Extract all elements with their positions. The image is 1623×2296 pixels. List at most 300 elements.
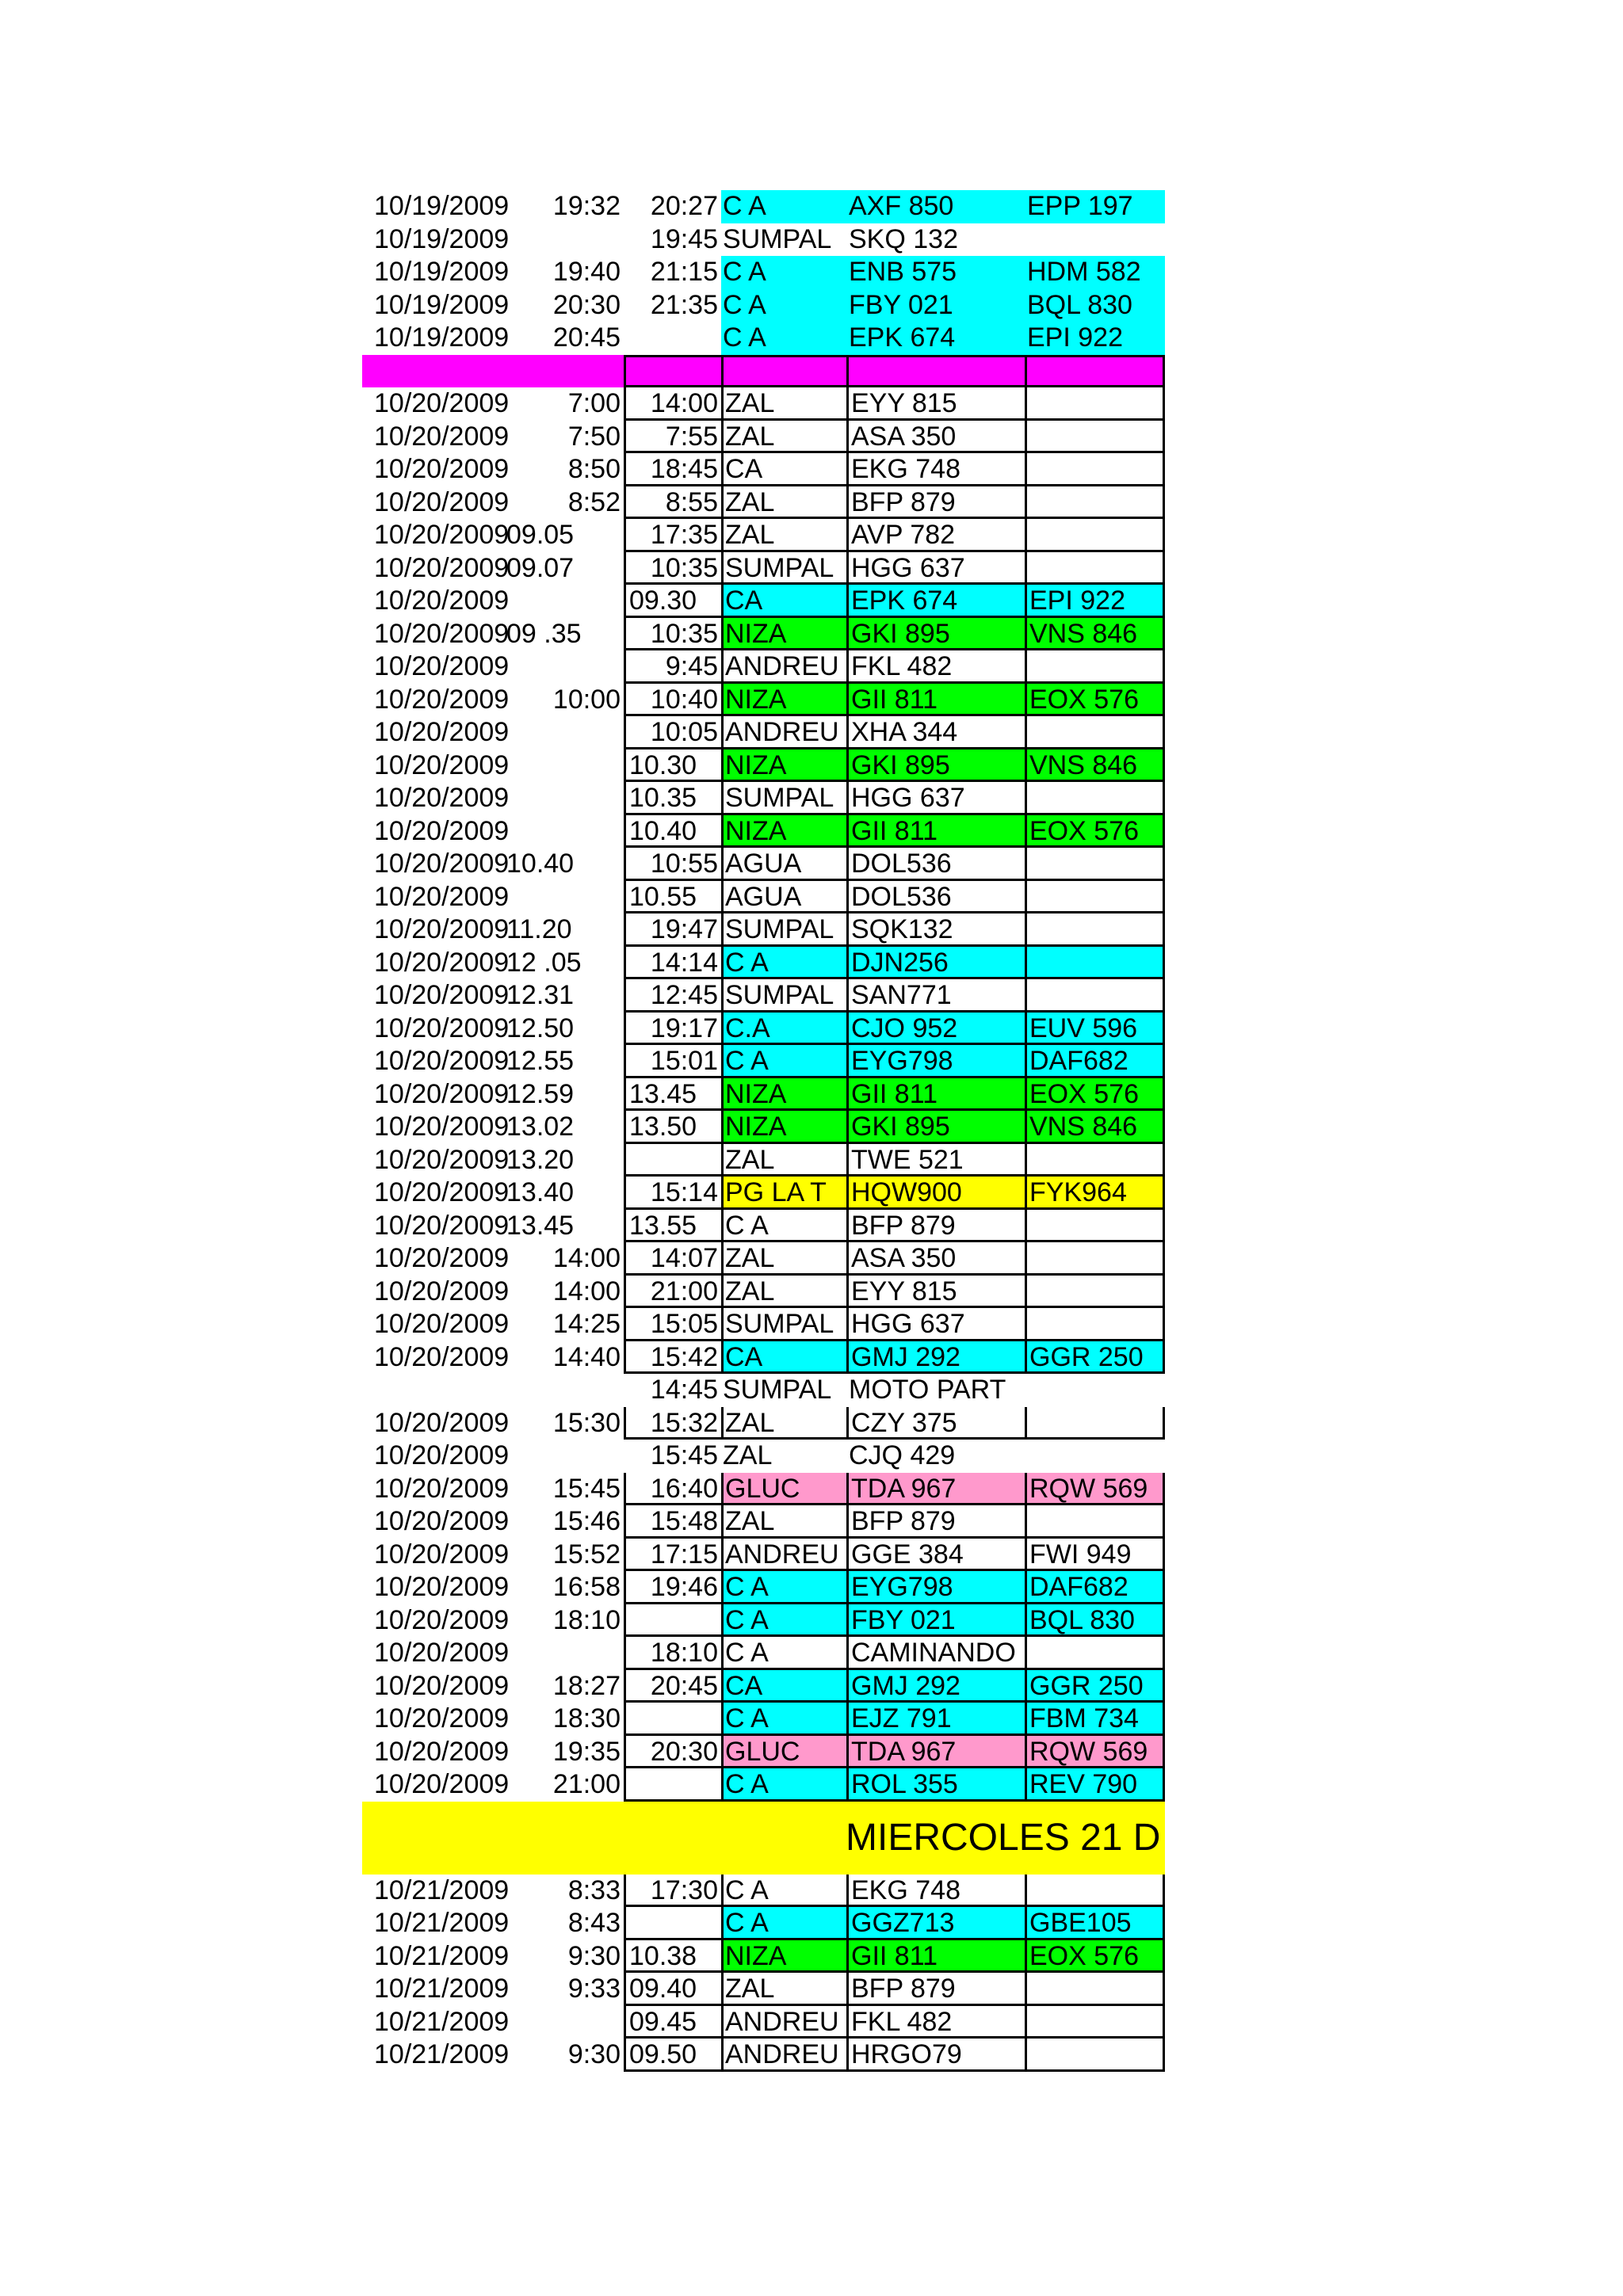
plate-cell: ROL 355: [846, 1768, 1025, 1802]
destination-cell: CA: [721, 453, 846, 486]
exit-time-cell: 16:40: [624, 1473, 721, 1506]
entry-time-cell: 09.07: [506, 552, 575, 583]
log-row: [362, 190, 1165, 223]
entry-time-cell: [505, 1440, 624, 1473]
plate-cell: EYG798: [846, 1571, 1025, 1604]
plate-cell: GII 811: [846, 684, 1025, 717]
exit-time-cell: 19:47: [624, 913, 721, 947]
log-row: [362, 519, 1165, 552]
trailer-plate-cell: EOX 576: [1025, 684, 1165, 717]
plate-cell: EYY 815: [846, 387, 1025, 421]
date-cell: 10/20/2009: [374, 1407, 510, 1438]
entry-time-cell: [505, 749, 624, 783]
exit-time-cell: 10:35: [624, 552, 721, 585]
destination-cell: SUMPAL: [723, 223, 832, 254]
plate-cell: HRGO79: [846, 2039, 1025, 2072]
exit-time-cell: 14:07: [624, 1242, 721, 1276]
log-row: [362, 1374, 1165, 1407]
log-row: [362, 1736, 1165, 1769]
plate-cell: ENB 575: [846, 256, 1025, 289]
log-row: [362, 1013, 1165, 1046]
separator-cell: [624, 355, 721, 388]
exit-time-cell: 13.50: [624, 1111, 721, 1144]
plate-cell: EJZ 791: [846, 1703, 1025, 1736]
entry-time-cell: 19:32: [552, 191, 621, 221]
plate-cell: BFP 879: [846, 1973, 1025, 2006]
date-cell: 10/20/2009: [374, 1210, 510, 1241]
destination-cell: CA: [721, 585, 846, 618]
plate-cell: CZY 375: [846, 1407, 1025, 1440]
plate-cell: FKL 482: [846, 650, 1025, 684]
plate-cell: CAMINANDO: [846, 1637, 1025, 1670]
day-separator-row: [362, 355, 1165, 388]
date-cell: 10/21/2009: [374, 1940, 510, 1971]
trailer-plate-cell: [1025, 421, 1165, 454]
date-cell: 10/20/2009: [374, 1440, 510, 1470]
trailer-plate-cell: DAF682: [1025, 1045, 1165, 1078]
exit-time-cell: 14:14: [624, 947, 721, 980]
destination-cell: ZAL: [721, 421, 846, 454]
log-row: [362, 1539, 1165, 1572]
plate-cell: XHA 344: [846, 716, 1025, 749]
trailer-plate-cell: [1025, 947, 1165, 980]
trailer-plate-cell: [1025, 1440, 1165, 1473]
entry-time-cell: [505, 782, 624, 815]
trailer-plate-cell: BQL 830: [1025, 1604, 1165, 1638]
plate-cell: HGG 637: [846, 1308, 1025, 1341]
plate-cell: AVP 782: [846, 519, 1025, 552]
destination-cell: CA: [721, 1341, 846, 1375]
date-cell: 10/20/2009: [374, 684, 510, 715]
date-cell: 10/20/2009: [374, 947, 510, 978]
destination-cell: C A: [721, 1703, 846, 1736]
exit-time-cell: 15:01: [624, 1045, 721, 1078]
date-cell: 10/20/2009: [374, 1243, 510, 1273]
plate-cell: EPK 674: [846, 585, 1025, 618]
entry-time-cell: 13.20: [506, 1144, 575, 1175]
destination-cell: NIZA: [721, 1078, 846, 1112]
entry-time-cell: 15:52: [552, 1539, 621, 1569]
trailer-plate-cell: EPI 922: [1025, 322, 1165, 355]
exit-time-cell: 19:45: [650, 223, 718, 254]
log-row: [362, 387, 1165, 421]
destination-cell: ZAL: [721, 1973, 846, 2006]
log-row: [362, 618, 1165, 651]
plate-cell: ASA 350: [846, 1242, 1025, 1276]
log-row: [362, 1407, 1165, 1440]
log-row: [362, 1078, 1165, 1112]
log-row: [362, 322, 1165, 355]
log-row: [362, 1703, 1165, 1736]
destination-cell: ZAL: [721, 387, 846, 421]
log-row: [362, 1111, 1165, 1144]
destination-cell: C A: [721, 947, 846, 980]
destination-cell: ZAL: [723, 1440, 773, 1470]
destination-cell: C A: [721, 190, 846, 223]
trailer-plate-cell: [1025, 2006, 1165, 2039]
plate-cell: EKG 748: [846, 453, 1025, 486]
destination-cell: ZAL: [721, 486, 846, 520]
destination-cell: C.A: [721, 1013, 846, 1046]
entry-time-cell: 12.59: [506, 1078, 575, 1109]
entry-time-cell: 16:58: [552, 1572, 621, 1602]
exit-time-cell: [624, 322, 721, 355]
exit-time-cell: 17:30: [624, 1875, 721, 1908]
exit-time-cell: 18:10: [624, 1637, 721, 1670]
log-row: [362, 782, 1165, 815]
log-row: [362, 1341, 1165, 1375]
trailer-plate-cell: VNS 846: [1025, 618, 1165, 651]
log-row: [362, 1210, 1165, 1243]
entry-time-cell: 13.02: [506, 1112, 575, 1142]
exit-time-cell: 10:35: [624, 618, 721, 651]
log-row: [362, 1242, 1165, 1276]
log-row: [362, 486, 1165, 520]
entry-time-cell: 19:40: [552, 257, 621, 287]
log-row: [362, 1940, 1165, 1974]
date-cell: 10/19/2009: [374, 289, 510, 320]
exit-time-cell: 14:45: [650, 1375, 718, 1405]
entry-time-cell: 7:50: [567, 421, 621, 452]
trailer-plate-cell: REV 790: [1025, 1768, 1165, 1802]
destination-cell: ZAL: [721, 1144, 846, 1177]
date-cell: 10/20/2009: [374, 1013, 510, 1043]
date-cell: 10/20/2009: [374, 1604, 510, 1635]
trailer-plate-cell: [1025, 1242, 1165, 1276]
destination-cell: NIZA: [721, 1111, 846, 1144]
entry-time-cell: 18:30: [552, 1703, 621, 1733]
date-cell: 10/20/2009: [374, 749, 510, 780]
exit-time-cell: 8:55: [624, 486, 721, 520]
exit-time-cell: 21:15: [650, 257, 718, 287]
entry-time-cell: 21:00: [552, 1769, 621, 1799]
exit-time-cell: 21:00: [624, 1276, 721, 1309]
entry-time-cell: [505, 2006, 624, 2039]
exit-time-cell: [624, 1703, 721, 1736]
log-row: [362, 2039, 1165, 2072]
trailer-plate-cell: [1025, 519, 1165, 552]
separator-cell: [846, 355, 1025, 388]
date-cell: 10/20/2009: [374, 585, 510, 616]
plate-cell: GMJ 292: [846, 1670, 1025, 1703]
plate-cell: AXF 850: [846, 190, 1025, 223]
trailer-plate-cell: GGR 250: [1025, 1670, 1165, 1703]
exit-time-cell: 19:17: [624, 1013, 721, 1046]
plate-cell: CJQ 429: [849, 1440, 956, 1470]
date-cell: 10/21/2009: [374, 2006, 510, 2037]
destination-cell: GLUC: [721, 1473, 846, 1506]
exit-time-cell: 13.55: [624, 1210, 721, 1243]
day-banner-row: [362, 1802, 1165, 1875]
trailer-plate-cell: FBM 734: [1025, 1703, 1165, 1736]
exit-time-cell: 10.30: [624, 749, 721, 783]
destination-cell: SUMPAL: [721, 782, 846, 815]
log-row: [362, 716, 1165, 749]
entry-time-cell: 9:30: [567, 2039, 621, 2069]
log-row: [362, 585, 1165, 618]
log-row: [362, 1473, 1165, 1506]
exit-time-cell: 20:30: [624, 1736, 721, 1769]
entry-time-cell: [505, 1637, 624, 1670]
trailer-plate-cell: GBE105: [1025, 1907, 1165, 1940]
trailer-plate-cell: [1025, 223, 1165, 257]
trailer-plate-cell: [1025, 2039, 1165, 2072]
log-row: [362, 947, 1165, 980]
exit-time-cell: 10.40: [624, 815, 721, 849]
date-cell: 10/20/2009: [374, 914, 510, 944]
exit-time-cell: 15:32: [624, 1407, 721, 1440]
vehicle-log-sheet: [362, 190, 1165, 2072]
exit-time-cell: 13.45: [624, 1078, 721, 1112]
trailer-plate-cell: [1025, 979, 1165, 1013]
exit-time-cell: [624, 1768, 721, 1802]
date-cell: 10/21/2009: [374, 1908, 510, 1938]
destination-cell: AGUA: [721, 848, 846, 881]
plate-cell: FBY 021: [846, 289, 1025, 322]
date-cell: 10/21/2009: [374, 1974, 510, 2004]
entry-time-cell: 7:00: [567, 388, 621, 418]
destination-cell: C A: [721, 1045, 846, 1078]
date-cell: 10/20/2009: [374, 1473, 510, 1504]
exit-time-cell: 09.50: [624, 2039, 721, 2072]
exit-time-cell: 15:05: [624, 1308, 721, 1341]
entry-time-cell: 14:00: [552, 1243, 621, 1273]
date-cell: 10/20/2009: [374, 1144, 510, 1175]
plate-cell: HGG 637: [846, 782, 1025, 815]
destination-cell: C A: [721, 1768, 846, 1802]
trailer-plate-cell: FYK964: [1025, 1177, 1165, 1210]
trailer-plate-cell: [1025, 387, 1165, 421]
destination-cell: ZAL: [721, 519, 846, 552]
destination-cell: C A: [721, 1210, 846, 1243]
exit-time-cell: 12:45: [624, 979, 721, 1013]
exit-time-cell: 15:42: [624, 1341, 721, 1375]
date-cell: 10/20/2009: [374, 388, 510, 418]
date-cell: 10/20/2009: [374, 717, 510, 747]
log-row: [362, 913, 1165, 947]
log-row: [362, 1308, 1165, 1341]
log-row: [362, 684, 1165, 717]
entry-time-cell: 19:35: [552, 1736, 621, 1767]
date-cell: 10/20/2009: [374, 849, 510, 879]
trailer-plate-cell: BQL 830: [1025, 289, 1165, 322]
log-row: [362, 749, 1165, 783]
trailer-plate-cell: RQW 569: [1025, 1473, 1165, 1506]
separator-cell: [1025, 355, 1165, 388]
log-row: [362, 421, 1165, 454]
destination-cell: ZAL: [721, 1276, 846, 1309]
date-cell: 10/20/2009: [374, 1703, 510, 1733]
plate-cell: GII 811: [846, 1078, 1025, 1112]
trailer-plate-cell: GGR 250: [1025, 1341, 1165, 1375]
destination-cell: SUMPAL: [723, 1375, 832, 1405]
trailer-plate-cell: [1025, 1973, 1165, 2006]
trailer-plate-cell: [1025, 1210, 1165, 1243]
exit-time-cell: 17:15: [624, 1539, 721, 1572]
destination-cell: NIZA: [721, 1940, 846, 1974]
destination-cell: C A: [721, 1875, 846, 1908]
trailer-plate-cell: DAF682: [1025, 1571, 1165, 1604]
plate-cell: EKG 748: [846, 1875, 1025, 1908]
destination-cell: C A: [721, 1637, 846, 1670]
plate-cell: MOTO PART: [849, 1375, 1006, 1405]
date-cell: 10/20/2009: [374, 1341, 510, 1372]
exit-time-cell: 10:55: [624, 848, 721, 881]
exit-time-cell: [624, 1144, 721, 1177]
entry-time-cell: [505, 1374, 624, 1407]
trailer-plate-cell: [1025, 650, 1165, 684]
separator-cell: [362, 355, 505, 388]
destination-cell: NIZA: [721, 684, 846, 717]
entry-time-cell: 14:00: [552, 1276, 621, 1306]
exit-time-cell: [624, 1907, 721, 1940]
log-row: [362, 1670, 1165, 1703]
exit-time-cell: 10:05: [624, 716, 721, 749]
exit-time-cell: 15:14: [624, 1177, 721, 1210]
plate-cell: FBY 021: [846, 1604, 1025, 1638]
exit-time-cell: 21:35: [650, 289, 718, 320]
plate-cell: EYY 815: [846, 1276, 1025, 1309]
date-cell: 10/20/2009: [374, 1769, 510, 1799]
plate-cell: GMJ 292: [846, 1341, 1025, 1375]
exit-time-cell: 20:45: [624, 1670, 721, 1703]
destination-cell: SUMPAL: [721, 979, 846, 1013]
entry-time-cell: 13.45: [506, 1210, 575, 1241]
trailer-plate-cell: [1025, 782, 1165, 815]
exit-time-cell: 15:45: [650, 1440, 718, 1470]
plate-cell: SQK132: [846, 913, 1025, 947]
destination-cell: AGUA: [721, 881, 846, 914]
plate-cell: EYG798: [846, 1045, 1025, 1078]
entry-time-cell: [505, 223, 624, 257]
date-cell: 10/20/2009: [374, 421, 510, 452]
date-cell: 10/20/2009: [374, 1539, 510, 1569]
trailer-plate-cell: [1025, 881, 1165, 914]
trailer-plate-cell: [1025, 716, 1165, 749]
plate-cell: BFP 879: [846, 1210, 1025, 1243]
exit-time-cell: 17:35: [624, 519, 721, 552]
entry-time-cell: 15:45: [552, 1473, 621, 1504]
date-cell: 10/20/2009: [374, 520, 510, 550]
entry-time-cell: 20:30: [552, 289, 621, 320]
plate-cell: SAN771: [846, 979, 1025, 1013]
destination-cell: NIZA: [721, 749, 846, 783]
date-cell: 10/20/2009: [374, 783, 510, 813]
log-row: [362, 881, 1165, 914]
destination-cell: NIZA: [721, 618, 846, 651]
date-cell: 10/21/2009: [374, 1875, 510, 1905]
plate-cell: TDA 967: [846, 1736, 1025, 1769]
destination-cell: ZAL: [721, 1407, 846, 1440]
date-cell: 10/20/2009: [374, 1638, 510, 1668]
exit-time-cell: [624, 1604, 721, 1638]
entry-time-cell: 8:52: [567, 486, 621, 517]
trailer-plate-cell: RQW 569: [1025, 1736, 1165, 1769]
destination-cell: ANDREU: [721, 650, 846, 684]
destination-cell: NIZA: [721, 815, 846, 849]
day-banner-text: MIERCOLES 21 D: [846, 1802, 1163, 1875]
plate-cell: GGZ713: [846, 1907, 1025, 1940]
plate-cell: FKL 482: [846, 2006, 1025, 2039]
log-row: [362, 1907, 1165, 1940]
destination-cell: ANDREU: [721, 1539, 846, 1572]
date-cell: 10/20/2009: [374, 881, 510, 912]
entry-time-cell: [505, 881, 624, 914]
destination-cell: CA: [721, 1670, 846, 1703]
entry-time-cell: [505, 585, 624, 618]
date-cell: 10/20/2009: [374, 1736, 510, 1767]
exit-time-cell: 7:55: [624, 421, 721, 454]
destination-cell: C A: [721, 1907, 846, 1940]
destination-cell: ZAL: [721, 1242, 846, 1276]
date-cell: 10/20/2009: [374, 618, 510, 649]
plate-cell: SKQ 132: [849, 223, 958, 254]
exit-time-cell: 18:45: [624, 453, 721, 486]
date-cell: 10/20/2009: [374, 486, 510, 517]
entry-time-cell: 09.05: [506, 520, 575, 550]
destination-cell: C A: [721, 1604, 846, 1638]
destination-cell: ANDREU: [721, 2006, 846, 2039]
plate-cell: CJO 952: [846, 1013, 1025, 1046]
entry-time-cell: 11.20: [506, 914, 572, 944]
date-cell: 10/20/2009: [374, 1572, 510, 1602]
entry-time-cell: 9:33: [567, 1974, 621, 2004]
destination-cell: C A: [721, 322, 846, 355]
trailer-plate-cell: EOX 576: [1025, 1078, 1165, 1112]
log-row: [362, 289, 1165, 322]
log-row: [362, 453, 1165, 486]
entry-time-cell: [505, 815, 624, 849]
date-cell: 10/19/2009: [374, 223, 510, 254]
date-cell: 10/20/2009: [374, 1046, 510, 1076]
exit-time-cell: 20:27: [650, 191, 718, 221]
plate-cell: BFP 879: [846, 486, 1025, 520]
exit-time-cell: 09.30: [624, 585, 721, 618]
trailer-plate-cell: [1025, 552, 1165, 585]
trailer-plate-cell: [1025, 1308, 1165, 1341]
plate-cell: GII 811: [846, 1940, 1025, 1974]
destination-cell: C A: [721, 1571, 846, 1604]
log-row: [362, 1505, 1165, 1539]
date-cell: 10/20/2009: [374, 1670, 510, 1701]
entry-time-cell: 15:46: [552, 1506, 621, 1536]
destination-cell: GLUC: [721, 1736, 846, 1769]
log-row: [362, 1276, 1165, 1309]
trailer-plate-cell: [1025, 453, 1165, 486]
entry-time-cell: 12 .05: [506, 947, 582, 978]
date-cell: 10/20/2009: [374, 1309, 510, 1339]
entry-time-cell: 8:50: [567, 454, 621, 484]
entry-time-cell: [505, 716, 624, 749]
trailer-plate-cell: EOX 576: [1025, 1940, 1165, 1974]
trailer-plate-cell: EOX 576: [1025, 815, 1165, 849]
trailer-plate-cell: [1025, 1407, 1165, 1440]
log-row: [362, 1440, 1165, 1473]
trailer-plate-cell: [1025, 1875, 1165, 1908]
destination-cell: ANDREU: [721, 716, 846, 749]
destination-cell: SUMPAL: [721, 913, 846, 947]
date-cell: [362, 1374, 505, 1407]
entry-time-cell: 13.40: [506, 1177, 575, 1207]
trailer-plate-cell: [1025, 1637, 1165, 1670]
trailer-plate-cell: [1025, 486, 1165, 520]
exit-time-cell: 9:45: [624, 650, 721, 684]
date-cell: 10/19/2009: [374, 257, 510, 287]
entry-time-cell: 14:25: [552, 1309, 621, 1339]
plate-cell: TWE 521: [846, 1144, 1025, 1177]
entry-time-cell: 12.50: [506, 1013, 575, 1043]
exit-time-cell: 14:00: [624, 387, 721, 421]
